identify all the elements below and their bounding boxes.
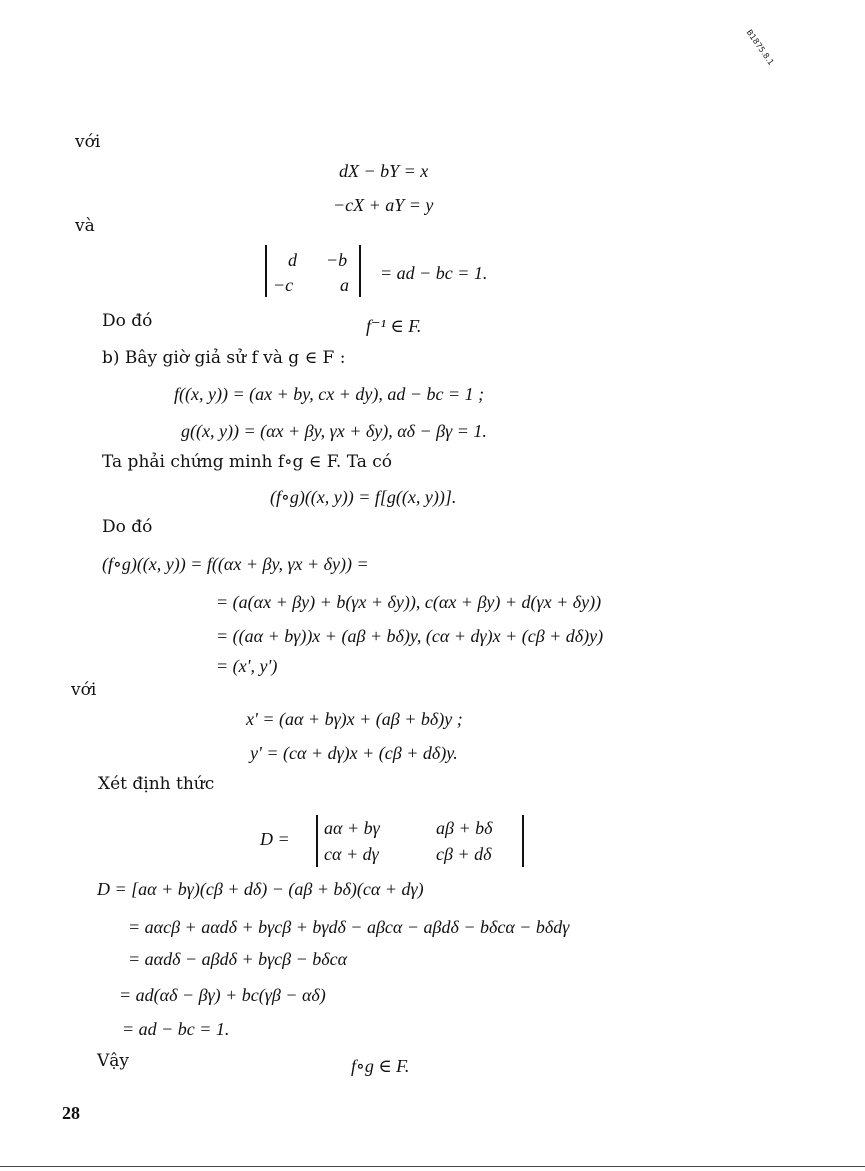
y-prime-def: y' = (cα + dγ)x + (cβ + dδ)y. [250, 743, 458, 763]
g-definition: g((x, y)) = (αx + βy, γx + δy), αδ − βγ = 1. [181, 421, 487, 441]
det2-r1c1: aα + bγ [324, 818, 380, 838]
composition-def: (f∘g)((x, y)) = f[g((x, y))]. [270, 487, 457, 507]
compute-line-1: (f∘g)((x, y)) = f((αx + βy, γx + δy)) = [102, 554, 369, 574]
det2-left-bar [316, 815, 318, 867]
equation-line-1: dX − bY = x [339, 161, 429, 181]
det2-right-bar [522, 815, 524, 867]
text-do-do-2: Do đó [102, 517, 153, 537]
D-label: D = [260, 829, 290, 849]
text-do-do-1: Do đó [102, 311, 153, 331]
text-va: và [75, 216, 95, 236]
det2-r2c2: cβ + dδ [436, 844, 492, 864]
text-xet-dinh-thuc: Xét định thức [98, 774, 215, 794]
D-expansion-5: = ad − bc = 1. [122, 1019, 230, 1039]
text-vay: Vậy [97, 1051, 130, 1071]
f-inverse-in-F: f⁻¹ ∈ F. [366, 316, 422, 336]
bottom-edge-rule [0, 1166, 865, 1167]
D-expansion-1: D = [aα + bγ)(cβ + dδ) − (aβ + bδ)(cα + dγ) [97, 879, 424, 899]
det1-left-bar [265, 245, 267, 297]
page-number: 28 [62, 1103, 80, 1123]
text-voi-2: với [71, 680, 97, 700]
det1-rhs: = ad − bc = 1. [380, 263, 488, 283]
det1-r2c2: a [340, 275, 349, 295]
text-prove: Ta phải chứng minh f∘g ∈ F. Ta có [102, 452, 393, 472]
det2-r2c1: cα + dγ [324, 844, 379, 864]
compute-line-2: = (a(αx + βy) + b(γx + δy)), c(αx + βy) + d(γx + δy)) [216, 592, 602, 612]
f-definition: f((x, y)) = (ax + by, cx + dy), ad − bc = 1 ; [174, 384, 485, 404]
det1-right-bar [359, 245, 361, 297]
x-prime-def: x' = (aα + bγ)x + (aβ + bδ)y ; [246, 709, 463, 729]
det1-r2c1: −c [273, 275, 294, 295]
D-expansion-2: = aαcβ + aαdδ + bγcβ + bγdδ − aβcα − aβdδ − bδcα − bδdγ [128, 917, 570, 937]
library-stamp: B1875.8.1 [744, 28, 776, 67]
det2-r1c2: aβ + bδ [436, 818, 493, 838]
compute-line-3: = ((aα + bγ))x + (aβ + bδ)y, (cα + dγ)x + (cβ + dδ)y) [216, 626, 604, 646]
D-expansion-3: = aαdδ − aβdδ + bγcβ − bδcα [128, 949, 348, 969]
det1-r1c1: d [288, 250, 297, 270]
det1-r1c2: −b [326, 250, 348, 270]
text-voi-1: với [75, 132, 101, 152]
conclusion-fog-in-F: f∘g ∈ F. [351, 1056, 410, 1076]
part-b-intro: b) Bây giờ giả sử f và g ∈ F : [102, 348, 346, 368]
equation-line-2: −cX + aY = y [333, 195, 434, 215]
compute-line-4: = (x', y') [216, 656, 278, 676]
D-expansion-4: = ad(αδ − βγ) + bc(γβ − αδ) [119, 985, 326, 1005]
